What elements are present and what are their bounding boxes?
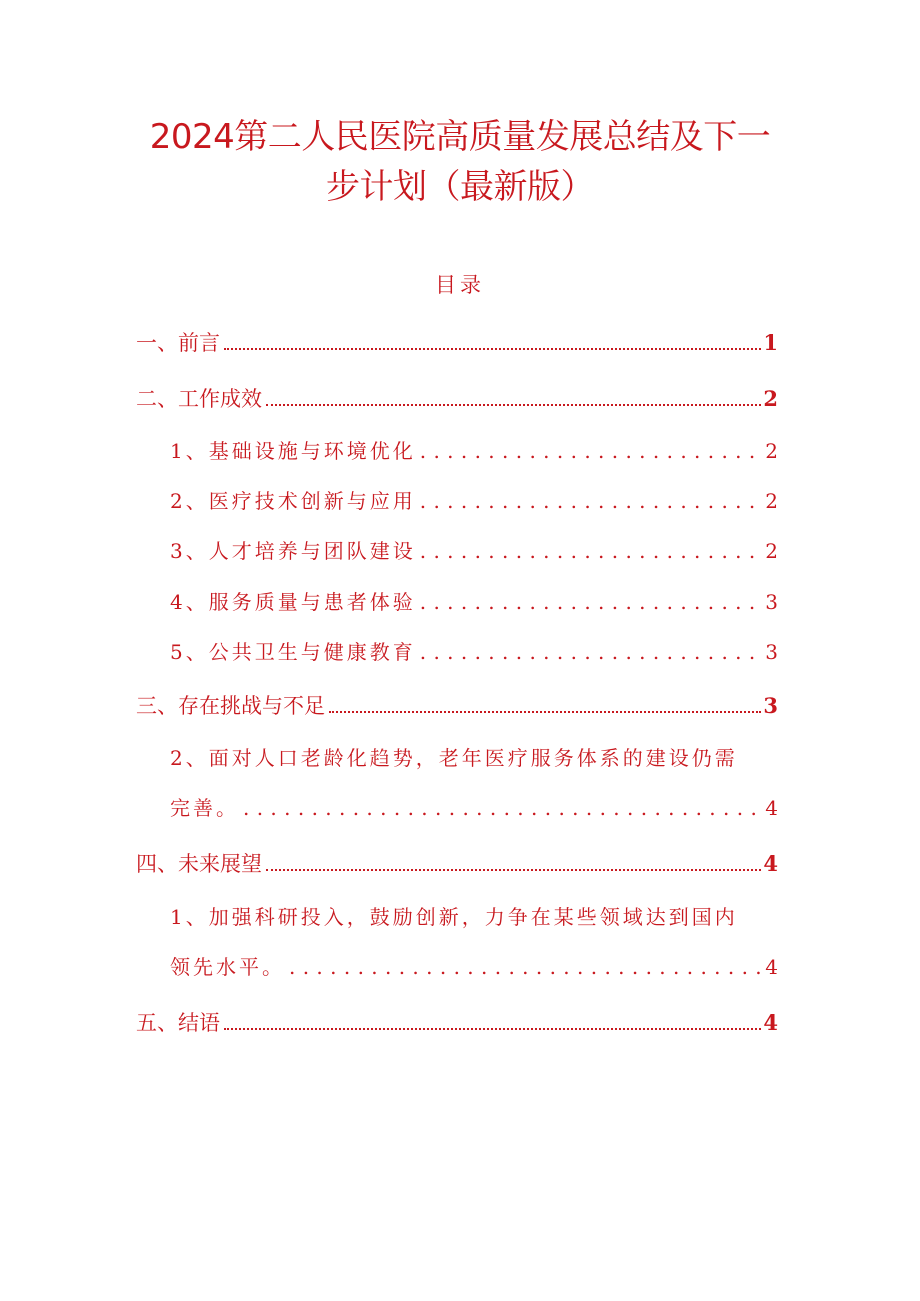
toc-entry-public-health[interactable] bbox=[170, 637, 778, 667]
title-line-1: 2024第二人民医院高质量发展总结及下一 bbox=[149, 117, 771, 157]
toc-entry-label: 2、医疗技术创新与应用 bbox=[170, 489, 416, 513]
toc-entry-label-line-1: 2、面对人口老龄化趋势，老年医疗服务体系的建设仍需 bbox=[170, 746, 738, 770]
toc-leader bbox=[329, 711, 761, 713]
toc-page-number: 2 bbox=[765, 539, 778, 563]
toc-page-number: 2 bbox=[765, 439, 778, 463]
toc-entry-talent[interactable] bbox=[170, 536, 778, 566]
toc-entry-label-line-2: 完善。 bbox=[170, 796, 239, 820]
toc-entry-infrastructure[interactable] bbox=[170, 436, 778, 466]
toc-leader bbox=[420, 536, 764, 566]
toc-leader bbox=[289, 952, 763, 982]
toc-entry-medical-tech[interactable] bbox=[170, 486, 778, 516]
toc-entry-service-quality[interactable] bbox=[170, 587, 778, 617]
toc-entry-label: 一、前言 bbox=[136, 331, 220, 355]
toc-page-number: 3 bbox=[763, 693, 778, 718]
toc-leader bbox=[420, 486, 764, 516]
toc-entry-label: 3、人才培养与团队建设 bbox=[170, 539, 416, 563]
toc-entry-aging[interactable] bbox=[170, 743, 778, 820]
toc-entry-conclusion[interactable] bbox=[136, 1008, 778, 1038]
toc-page-number: 2 bbox=[763, 386, 778, 411]
toc-entry-label: 5、公共卫生与健康教育 bbox=[170, 640, 416, 664]
toc-entry-line-2 bbox=[170, 793, 778, 823]
toc-entry-label: 二、工作成效 bbox=[136, 387, 262, 411]
toc-page-number: 3 bbox=[765, 590, 778, 614]
toc-page-number: 4 bbox=[763, 1010, 778, 1035]
toc-page-number: 2 bbox=[765, 489, 778, 513]
toc-entry-label-line-1: 1、加强科研投入，鼓励创新，力争在某些领域达到国内 bbox=[170, 905, 738, 929]
toc-entry-achievements[interactable] bbox=[136, 384, 778, 414]
toc-entry-challenges[interactable] bbox=[136, 691, 778, 721]
toc-page-number: 4 bbox=[763, 851, 778, 876]
toc-entry-label: 4、服务质量与患者体验 bbox=[170, 590, 416, 614]
toc-leader bbox=[266, 869, 761, 871]
toc-page-number: 4 bbox=[765, 955, 778, 979]
toc-leader bbox=[266, 404, 761, 406]
toc-entry-research[interactable] bbox=[170, 902, 778, 979]
toc-entry-outlook[interactable] bbox=[136, 849, 778, 879]
toc-page-number: 4 bbox=[765, 796, 778, 820]
toc-entry-line-2 bbox=[170, 952, 778, 982]
toc-entry-preface[interactable] bbox=[136, 328, 778, 358]
toc-page-number: 1 bbox=[763, 330, 778, 355]
toc-page-number: 3 bbox=[765, 640, 778, 664]
toc-leader bbox=[420, 436, 764, 466]
toc-entry-label: 1、基础设施与环境优化 bbox=[170, 439, 416, 463]
toc-entry-label: 五、结语 bbox=[136, 1011, 220, 1035]
toc-leader bbox=[420, 637, 764, 667]
toc-leader bbox=[224, 1028, 761, 1030]
toc-heading: 目录 bbox=[435, 273, 485, 297]
title-line-2: 步计划（最新版） bbox=[326, 167, 594, 207]
toc-entry-label-line-2: 领先水平。 bbox=[170, 955, 285, 979]
toc-entry-label: 三、存在挑战与不足 bbox=[136, 694, 325, 718]
toc-leader bbox=[224, 348, 761, 350]
toc-leader bbox=[243, 793, 763, 823]
toc-leader bbox=[420, 587, 764, 617]
toc-entry-label: 四、未来展望 bbox=[136, 852, 262, 876]
document-title bbox=[80, 112, 840, 212]
